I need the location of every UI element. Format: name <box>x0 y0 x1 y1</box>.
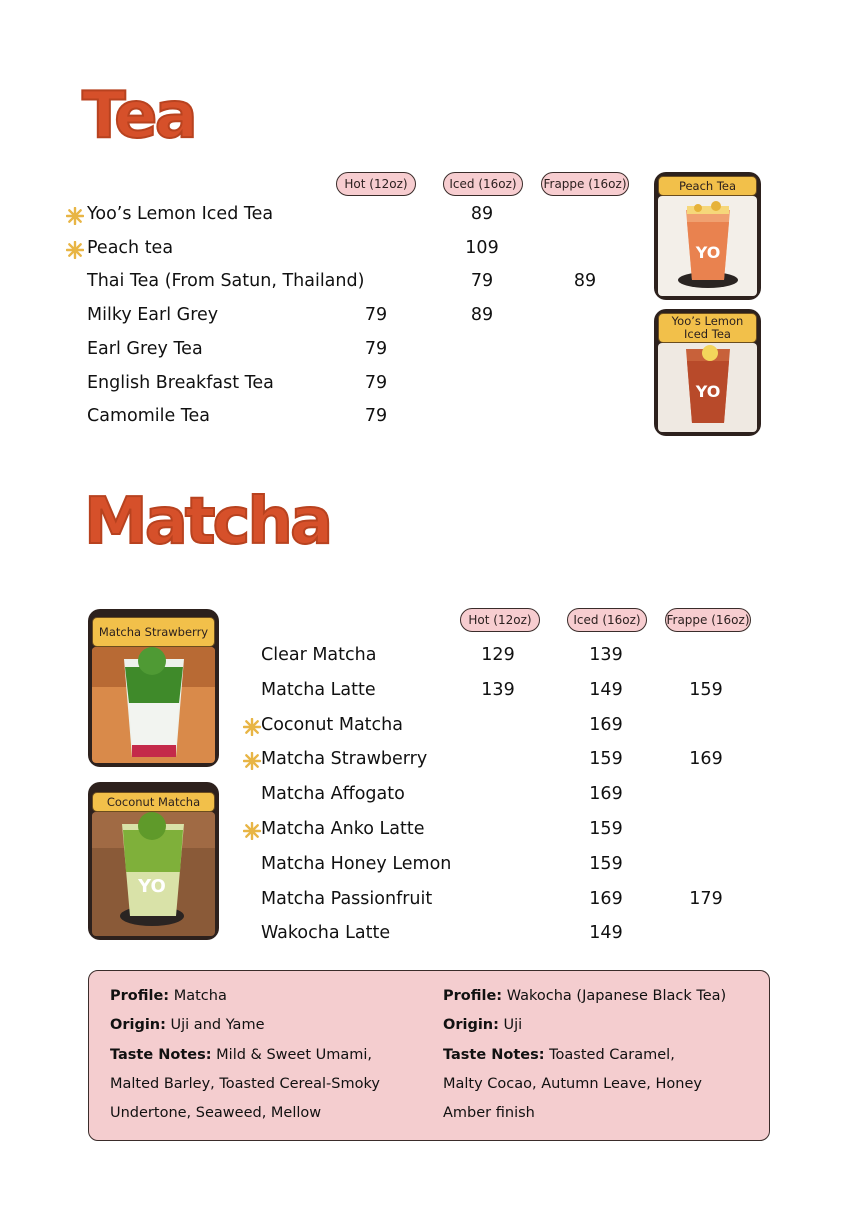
price-iced: 149 <box>589 679 623 700</box>
price-hot: 139 <box>481 679 515 700</box>
price-iced: 169 <box>589 784 623 805</box>
price-frappe: 159 <box>689 679 723 700</box>
price-iced: 79 <box>470 271 494 292</box>
price-iced: 89 <box>470 204 494 224</box>
menu-item-name: Camomile Tea <box>87 406 211 427</box>
price-hot: 79 <box>364 338 388 359</box>
peach-tea-photo-card <box>654 172 761 300</box>
price-iced: 169 <box>589 888 623 909</box>
menu-item-name: Peach tea <box>87 237 174 258</box>
matcha-profile: Profile: Matcha <box>110 988 227 1004</box>
wakocha-taste-notes-2: Malty Cocao, Autumn Leave, Honey <box>443 1076 702 1092</box>
featured-star-icon <box>243 822 261 840</box>
price-frappe: 179 <box>689 888 723 909</box>
menu-item-name: Coconut Matcha <box>261 714 403 735</box>
featured-star-icon <box>66 207 84 225</box>
matcha-origin: Origin: Uji and Yame <box>110 1017 265 1033</box>
menu-item-name: Yoo’s Lemon Iced Tea <box>87 204 274 224</box>
svg-text:YO: YO <box>138 876 166 897</box>
price-iced: 89 <box>470 305 494 326</box>
menu-item-name: Matcha Anko Latte <box>261 819 425 839</box>
photo-label: Coconut Matcha <box>92 792 215 812</box>
tea-col-frappe: Frappe (16oz) <box>541 172 629 196</box>
svg-text:YO: YO <box>695 243 721 262</box>
price-frappe: 169 <box>689 749 723 770</box>
photo-label: Peach Tea <box>658 176 757 196</box>
menu-item-name: Earl Grey Tea <box>87 338 203 359</box>
price-iced: 159 <box>589 749 623 770</box>
coconut-matcha-photo-card <box>88 782 219 940</box>
price-iced: 149 <box>589 923 623 944</box>
price-hot: 79 <box>364 406 388 427</box>
menu-item-name: Matcha Latte <box>261 679 376 700</box>
menu-item-name: Clear Matcha <box>261 645 377 665</box>
featured-star-icon <box>243 718 261 736</box>
price-iced: 169 <box>589 714 623 735</box>
price-hot: 79 <box>364 372 388 393</box>
tea-profile-box <box>88 970 770 1141</box>
tea-col-hot: Hot (12oz) <box>336 172 416 196</box>
price-iced: 139 <box>589 645 623 665</box>
matcha-heading: Matcha <box>84 485 331 559</box>
price-hot: 129 <box>481 645 515 665</box>
menu-item-name: English Breakfast Tea <box>87 372 274 393</box>
peach-tea-image <box>658 196 757 296</box>
menu-item-name: Milky Earl Grey <box>87 305 219 326</box>
matcha-taste-notes-3: Undertone, Seaweed, Mellow <box>110 1105 322 1121</box>
menu-item-name: Thai Tea (From Satun, Thailand) <box>87 271 365 292</box>
svg-text:YO: YO <box>695 382 721 401</box>
matcha-strawberry-photo-card <box>88 609 219 767</box>
tea-col-iced: Iced (16oz) <box>443 172 523 196</box>
menu-item-name: Matcha Honey Lemon <box>261 853 452 874</box>
featured-star-icon <box>243 752 261 770</box>
matcha-col-hot: Hot (12oz) <box>460 608 540 632</box>
wakocha-taste-notes-3: Amber finish <box>443 1105 535 1121</box>
photo-label: Matcha Strawberry <box>92 617 215 647</box>
matcha-col-iced: Iced (16oz) <box>567 608 647 632</box>
menu-item-name: Wakocha Latte <box>261 923 391 944</box>
wakocha-origin: Origin: Uji <box>443 1017 523 1033</box>
matcha-taste-notes: Taste Notes: Mild & Sweet Umami, <box>110 1047 373 1063</box>
coconut-matcha-image <box>92 812 215 936</box>
wakocha-taste-notes: Taste Notes: Toasted Caramel, <box>443 1047 675 1063</box>
price-iced: 109 <box>465 237 499 258</box>
price-hot: 79 <box>364 305 388 326</box>
matcha-taste-notes-2: Malted Barley, Toasted Cereal-Smoky <box>110 1076 380 1092</box>
wakocha-profile: Profile: Wakocha (Japanese Black Tea) <box>443 988 727 1004</box>
tea-heading: Tea <box>82 79 195 153</box>
menu-item-name: Matcha Strawberry <box>261 749 428 770</box>
featured-star-icon <box>66 241 84 259</box>
lemon-iced-tea-photo-card <box>654 309 761 436</box>
matcha-col-frappe: Frappe (16oz) <box>665 608 751 632</box>
lemon-iced-tea-image <box>658 343 757 432</box>
menu-item-name: Matcha Passionfruit <box>261 888 433 909</box>
price-iced: 159 <box>589 853 623 874</box>
matcha-strawberry-image <box>92 647 215 763</box>
menu-item-name: Matcha Affogato <box>261 784 405 805</box>
price-iced: 159 <box>589 819 623 839</box>
photo-label: Yoo’s Lemon Iced Tea <box>658 313 757 343</box>
price-frappe: 89 <box>573 271 597 292</box>
